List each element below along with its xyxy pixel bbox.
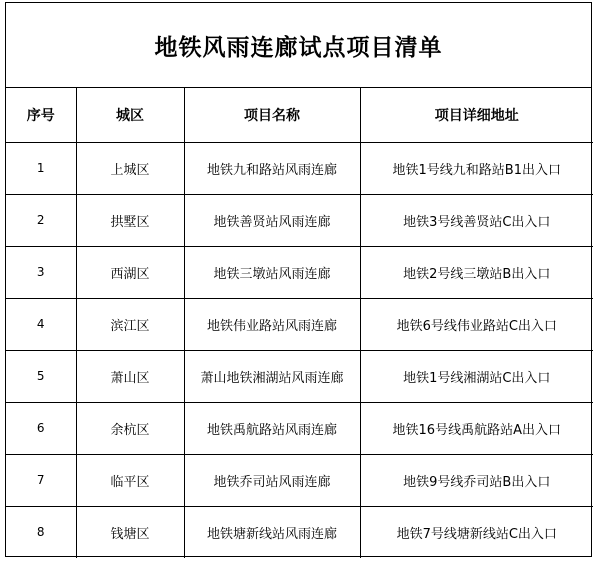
header-district: 城区 [76, 88, 184, 142]
cell-project-address: 地铁3号线善贤站C出入口 [360, 194, 593, 246]
table-header-row [6, 88, 593, 142]
cell-project-address: 地铁1号线九和路站B1出入口 [360, 142, 593, 194]
table-row [6, 454, 593, 506]
table-row [6, 246, 593, 298]
cell-project-name: 萧山地铁湘湖站风雨连廊 [184, 350, 360, 402]
cell-project-name: 地铁善贤站风雨连廊 [184, 194, 360, 246]
cell-project-name: 地铁禹航路站风雨连廊 [184, 402, 360, 454]
cell-project-name: 地铁伟业路站风雨连廊 [184, 298, 360, 350]
cell-serial-number: 5 [6, 350, 76, 402]
cell-project-address: 地铁7号线塘新线站C出入口 [360, 506, 593, 558]
cell-serial-number: 2 [6, 194, 76, 246]
table-row [6, 142, 593, 194]
project-list-sheet [5, 2, 592, 557]
cell-project-name: 地铁乔司站风雨连廊 [184, 454, 360, 506]
header-serial-number: 序号 [6, 88, 76, 142]
cell-district: 上城区 [76, 142, 184, 194]
cell-district: 西湖区 [76, 246, 184, 298]
cell-district: 钱塘区 [76, 506, 184, 558]
header-project-address: 项目详细地址 [360, 88, 593, 142]
cell-district: 萧山区 [76, 350, 184, 402]
cell-serial-number: 8 [6, 506, 76, 558]
project-table [6, 88, 593, 558]
header-project-name: 项目名称 [184, 88, 360, 142]
table-row [6, 350, 593, 402]
cell-serial-number: 6 [6, 402, 76, 454]
cell-project-address: 地铁2号线三墩站B出入口 [360, 246, 593, 298]
table-row [6, 506, 593, 558]
cell-project-address: 地铁16号线禹航路站A出入口 [360, 402, 593, 454]
cell-project-address: 地铁1号线湘湖站C出入口 [360, 350, 593, 402]
cell-serial-number: 4 [6, 298, 76, 350]
document-title: 地铁风雨连廊试点项目清单 [6, 3, 591, 88]
cell-project-address: 地铁6号线伟业路站C出入口 [360, 298, 593, 350]
cell-project-name: 地铁三墩站风雨连廊 [184, 246, 360, 298]
cell-district: 拱墅区 [76, 194, 184, 246]
table-row [6, 194, 593, 246]
table-row [6, 402, 593, 454]
table-row [6, 298, 593, 350]
cell-district: 余杭区 [76, 402, 184, 454]
cell-district: 滨江区 [76, 298, 184, 350]
cell-project-name: 地铁九和路站风雨连廊 [184, 142, 360, 194]
cell-project-name: 地铁塘新线站风雨连廊 [184, 506, 360, 558]
cell-serial-number: 7 [6, 454, 76, 506]
cell-district: 临平区 [76, 454, 184, 506]
cell-serial-number: 1 [6, 142, 76, 194]
cell-serial-number: 3 [6, 246, 76, 298]
cell-project-address: 地铁9号线乔司站B出入口 [360, 454, 593, 506]
